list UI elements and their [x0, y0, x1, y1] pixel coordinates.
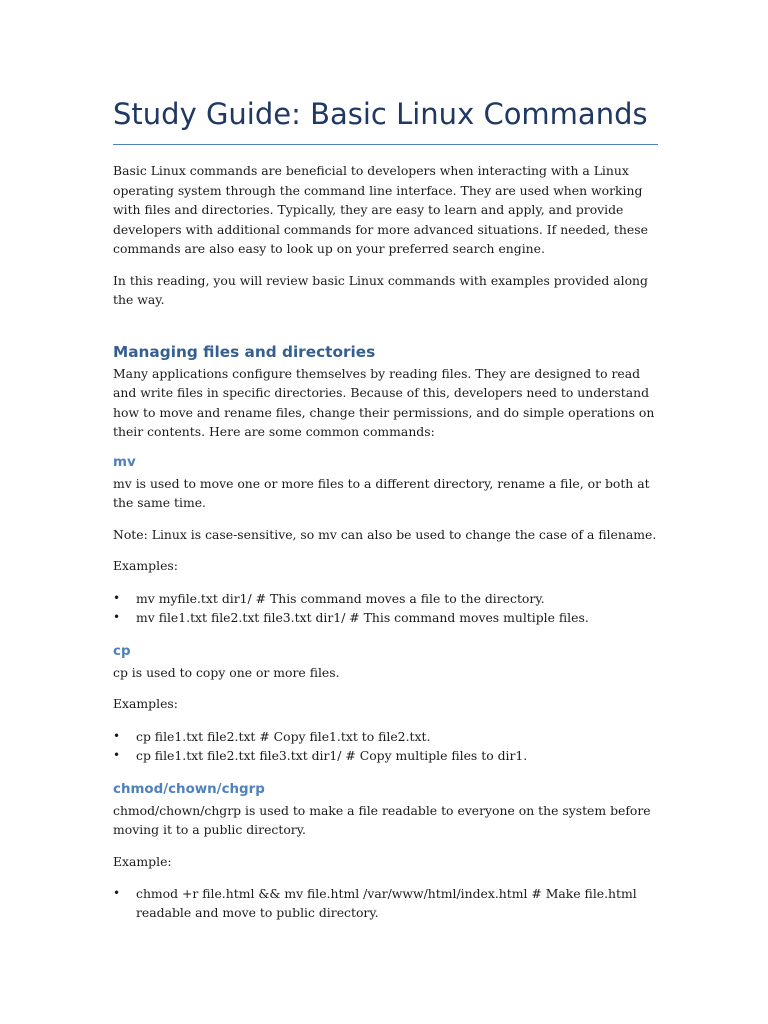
section-intro-paragraph: Many applications configure themselves by reading files. They are designed to read and write files in specific directories. Because of this, developers need to understand how to move and rename files, change their permissions, and do simple operations on their contents. Here are some common commands: [113, 365, 655, 439]
bullet-icon: • [113, 747, 121, 762]
chmod-description: chmod/chown/chgrp is used to make a file readable to everyone on the system before moving it to a public directory. [113, 802, 651, 837]
list-item [113, 589, 658, 608]
example-text: chmod +r file.html && mv file.html /var/www/html/index.html # Make file.html readable and move to public directory. [136, 886, 637, 920]
cp-heading: cp [113, 643, 131, 659]
section-heading: Managing files and directories [113, 342, 376, 361]
bullet-icon: • [113, 728, 121, 743]
cp-examples-list [113, 727, 658, 765]
example-text: cp file1.txt file2.txt file3.txt dir1/ # Copy multiple files to dir1. [136, 747, 528, 763]
page-title: Study Guide: Basic Linux Commands [113, 92, 658, 145]
mv-examples-list [113, 589, 658, 627]
list-item [113, 727, 658, 746]
list-item [113, 884, 658, 922]
bullet-icon: • [113, 590, 121, 605]
intro-paragraph: In this reading, you will review basic Linux commands with examples provided along the way. [113, 272, 648, 307]
chmod-examples-label: Example: [113, 853, 172, 869]
bullet-icon: • [113, 886, 121, 900]
document-content [113, 92, 658, 922]
example-text: mv myfile.txt dir1/ # This command moves a file to the directory. [136, 590, 545, 606]
chmod-examples-list [113, 884, 658, 922]
mv-description: mv is used to move one or more files to a different directory, rename a file, or both at the same time. [113, 475, 650, 510]
mv-heading: mv [113, 454, 136, 470]
cp-description: cp is used to copy one or more files. [113, 664, 340, 680]
chmod-heading: chmod/chown/chgrp [113, 781, 265, 797]
example-text: mv file1.txt file2.txt file3.txt dir1/ # This command moves multiple files. [136, 609, 589, 625]
bullet-icon: • [113, 609, 121, 624]
cp-examples-label: Examples: [113, 696, 178, 711]
list-item [113, 608, 658, 627]
mv-examples-label: Examples: [113, 558, 178, 573]
intro-paragraph: Basic Linux commands are beneficial to developers when interacting with a Linux operating system through the command line interface. They are used when working with files and directories. Typically, they are easy to learn and apply, and provide developers with additional commands for more advanced situations. If needed, these commands are also easy to look up on your preferred search engine. [113, 163, 648, 256]
example-text: cp file1.txt file2.txt # Copy file1.txt to file2.txt. [136, 728, 431, 744]
list-item [113, 746, 658, 765]
mv-note: Note: Linux is case-sensitive, so mv can also be used to change the case of a filename. [113, 526, 657, 542]
